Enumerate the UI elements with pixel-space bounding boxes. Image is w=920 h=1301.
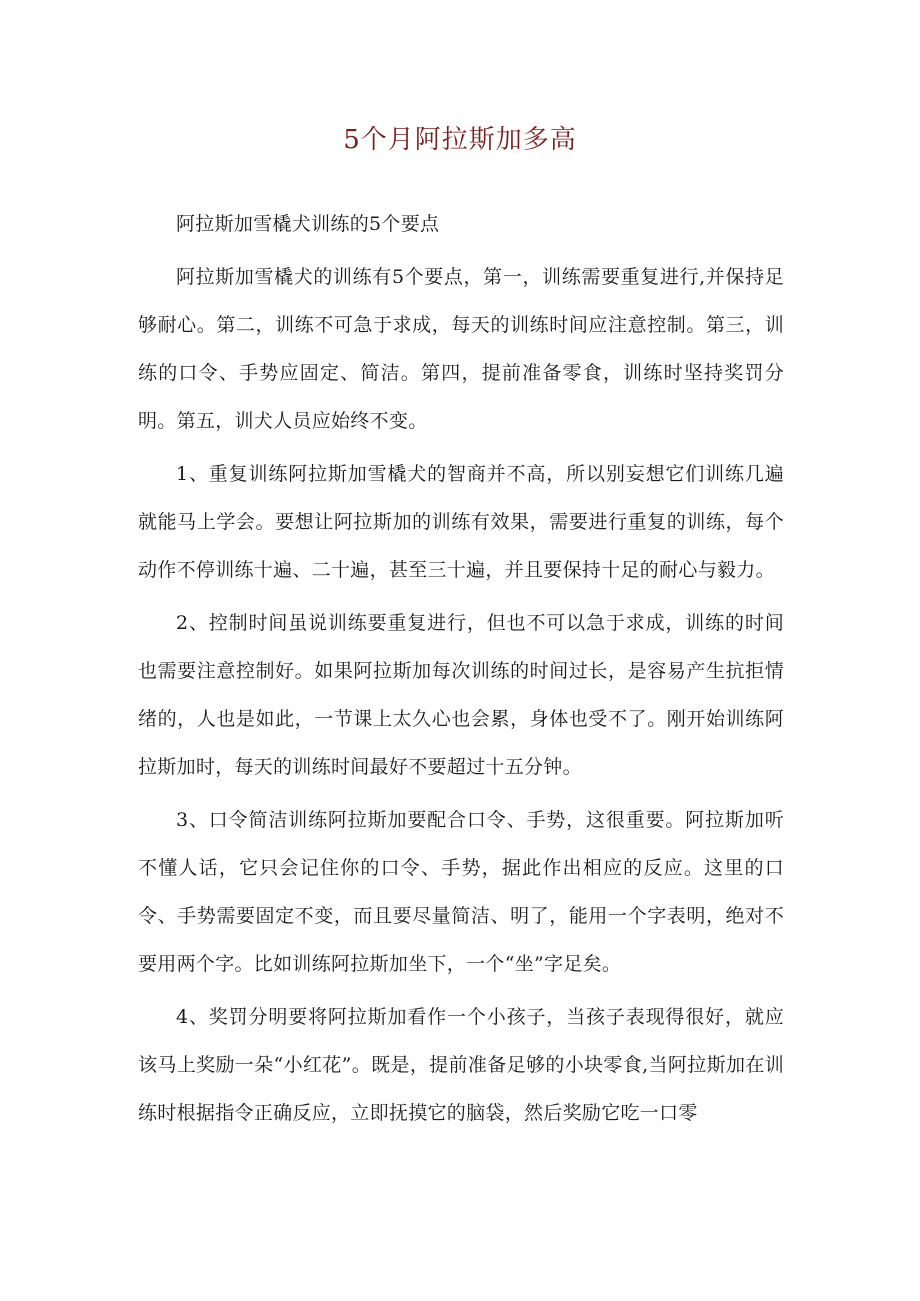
document-body — [138, 200, 784, 1142]
paragraph-point-2: 2、控制时间虽说训练要重复进行，但也不可以急于求成，训练的时间也需要注意控制好。如果阿拉斯加每次训练的时间过长，是容易产生抗拒情绪的，人也是如此，一节课上太久心也会累，身体也受不了。刚开始训练阿拉斯加时，每天的训练时间最好不要超过十五分钟。 — [138, 612, 784, 778]
document-title: 5个月阿拉斯加多高 — [343, 125, 577, 155]
paragraph-point-3: 3、口令简洁训练阿拉斯加要配合口令、手势，这很重要。阿拉斯加听不懂人话，它只会记住你的口令、手势，据此作出相应的反应。这里的口令、手势需要固定不变，而且要尽量简洁、明了，能用一个字表明，绝对不要用两个字。比如训练阿拉斯加坐下，一个“坐”字足矣。 — [138, 809, 784, 975]
paragraph-point-4: 4、奖罚分明要将阿拉斯加看作一个小孩子，当孩子表现得很好，就应该马上奖励一朵“小红花”。既是，提前准备足够的小块零食,当阿拉斯加在训练时根据指令正确反应，立即抚摸它的脑袋，然后奖励它吃一口零 — [138, 1006, 784, 1124]
paragraph-intro: 阿拉斯加雪橇犬的训练有5个要点，第一，训练需要重复进行,并保持足够耐心。第二，训练不可急于求成，每天的训练时间应注意控制。第三，训练的口令、手势应固定、简洁。第四，提前准备零食，训练时坚持奖罚分明。第五，训犬人员应始终不变。 — [138, 266, 784, 432]
paragraph-point-1: 1、重复训练阿拉斯加雪橇犬的智商并不高，所以别妄想它们训练几遍就能马上学会。要想让阿拉斯加的训练有效果，需要进行重复的训练，每个动作不停训练十遍、二十遍，甚至三十遍，并且要保持十足的耐心与毅力。 — [138, 463, 784, 581]
section-heading: 阿拉斯加雪橇犬训练的5个要点 — [176, 213, 440, 235]
